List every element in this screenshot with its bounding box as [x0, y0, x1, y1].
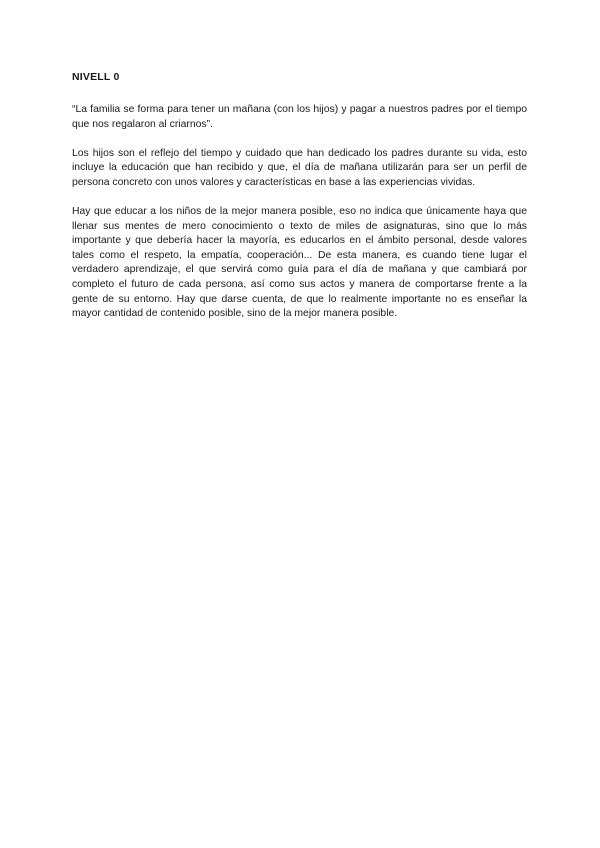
body-paragraph-2: Hay que educar a los niños de la mejor manera posible, eso no indica que únicamente haya que llenar sus mentes de mero conocimiento o texto de miles de asignaturas, sino que lo más importante y que debería hacer la mayoría, es educarlos en el ámbito personal, desde valores tales como el respeto, la empatía, cooperación... De esta manera, es cuando tiene lugar el verdadero aprendizaje, el que servirá como guía para el día de mañana y que cambiará por completo el futuro de cada persona, así como sus actos y manera de comportarse frente a la gente de su entorno. Hay que darse cuenta, de que lo realmente importante no es enseñar la mayor cantidad de contenido posible, sino de la mejor manera posible.	[72, 205, 527, 320]
document-heading: NIVELL 0	[72, 71, 120, 83]
quote-paragraph: “La familia se forma para tener un mañana (con los hijos) y pagar a nuestros padres por el tiempo que nos regalaron al criarnos”.	[72, 104, 527, 130]
body-paragraph-1: Los hijos son el reflejo del tiempo y cuidado que han dedicado los padres durante su vida, esto incluye la educación que han recibido y que, el día de mañana utilizarán para ser un perfil de persona concreto con unos valores y características en base a las experiencias vividas.	[72, 147, 527, 188]
document-page	[72, 70, 527, 336]
